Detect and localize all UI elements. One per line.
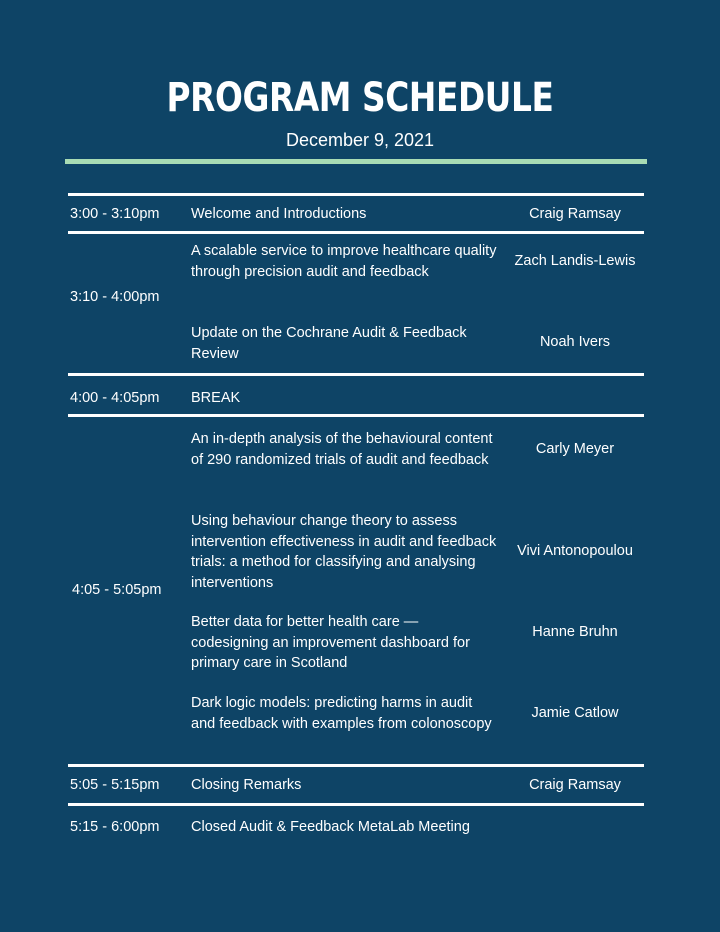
speaker-name: Craig Ramsay [529, 206, 621, 222]
slot-time-2: 3:10 - 4:00pm [70, 289, 160, 305]
slot-time-3: 4:00 - 4:05pm [70, 390, 160, 406]
speaker-name: Noah Ivers [539, 334, 611, 350]
speaker-name: Craig Ramsay [529, 777, 621, 793]
table-rule [68, 231, 644, 234]
talk-title-behavioural-content: An in-depth analysis of the behavioural content of 290 randomized trials of audit and feedback [191, 431, 493, 468]
table-rule [68, 414, 644, 417]
slot-time-6: 5:15 - 6:00pm [70, 819, 160, 835]
talk-title-better-data: Better data for better health care — codesigning an improvement dashboard for primary care in Scotland [191, 614, 470, 671]
talk-title-metalab-meeting: Closed Audit & Feedback MetaLab Meeting [191, 819, 470, 835]
speaker-name: Zach Landis-Lewis [514, 253, 636, 269]
talk-title-break: BREAK [191, 390, 241, 406]
page-title: PROGRAM SCHEDULE [166, 75, 554, 121]
talk-title-cochrane-update: Update on the Cochrane Audit & Feedback Review [191, 325, 467, 362]
event-date: December 9, 2021 [285, 130, 435, 150]
table-rule [68, 373, 644, 376]
speaker-name: Vivi Antonopoulou [517, 543, 633, 559]
slot-time-5: 5:05 - 5:15pm [70, 777, 160, 793]
talk-title-scalable-service: A scalable service to improve healthcare quality through precision audit and feedback [191, 243, 497, 280]
slot-time-4: 4:05 - 5:05pm [72, 582, 162, 598]
talk-title-behaviour-change-theory: Using behaviour change theory to assess intervention effectiveness in audit and feedback trials: a method for classifying and analysing interventions [191, 513, 497, 591]
table-rule [68, 764, 644, 767]
accent-divider [65, 159, 647, 164]
speaker-name: Carly Meyer [535, 441, 615, 457]
table-rule [68, 803, 644, 806]
speaker-name: Hanne Bruhn [532, 624, 618, 640]
talk-title-welcome: Welcome and Introductions [191, 206, 367, 222]
talk-title-closing-remarks: Closing Remarks [191, 777, 302, 793]
slot-time-1: 3:00 - 3:10pm [70, 206, 160, 222]
speaker-name: Jamie Catlow [531, 705, 619, 721]
table-rule [68, 193, 644, 196]
talk-title-dark-logic-models: Dark logic models: predicting harms in audit and feedback with examples from colonoscopy [191, 695, 492, 732]
